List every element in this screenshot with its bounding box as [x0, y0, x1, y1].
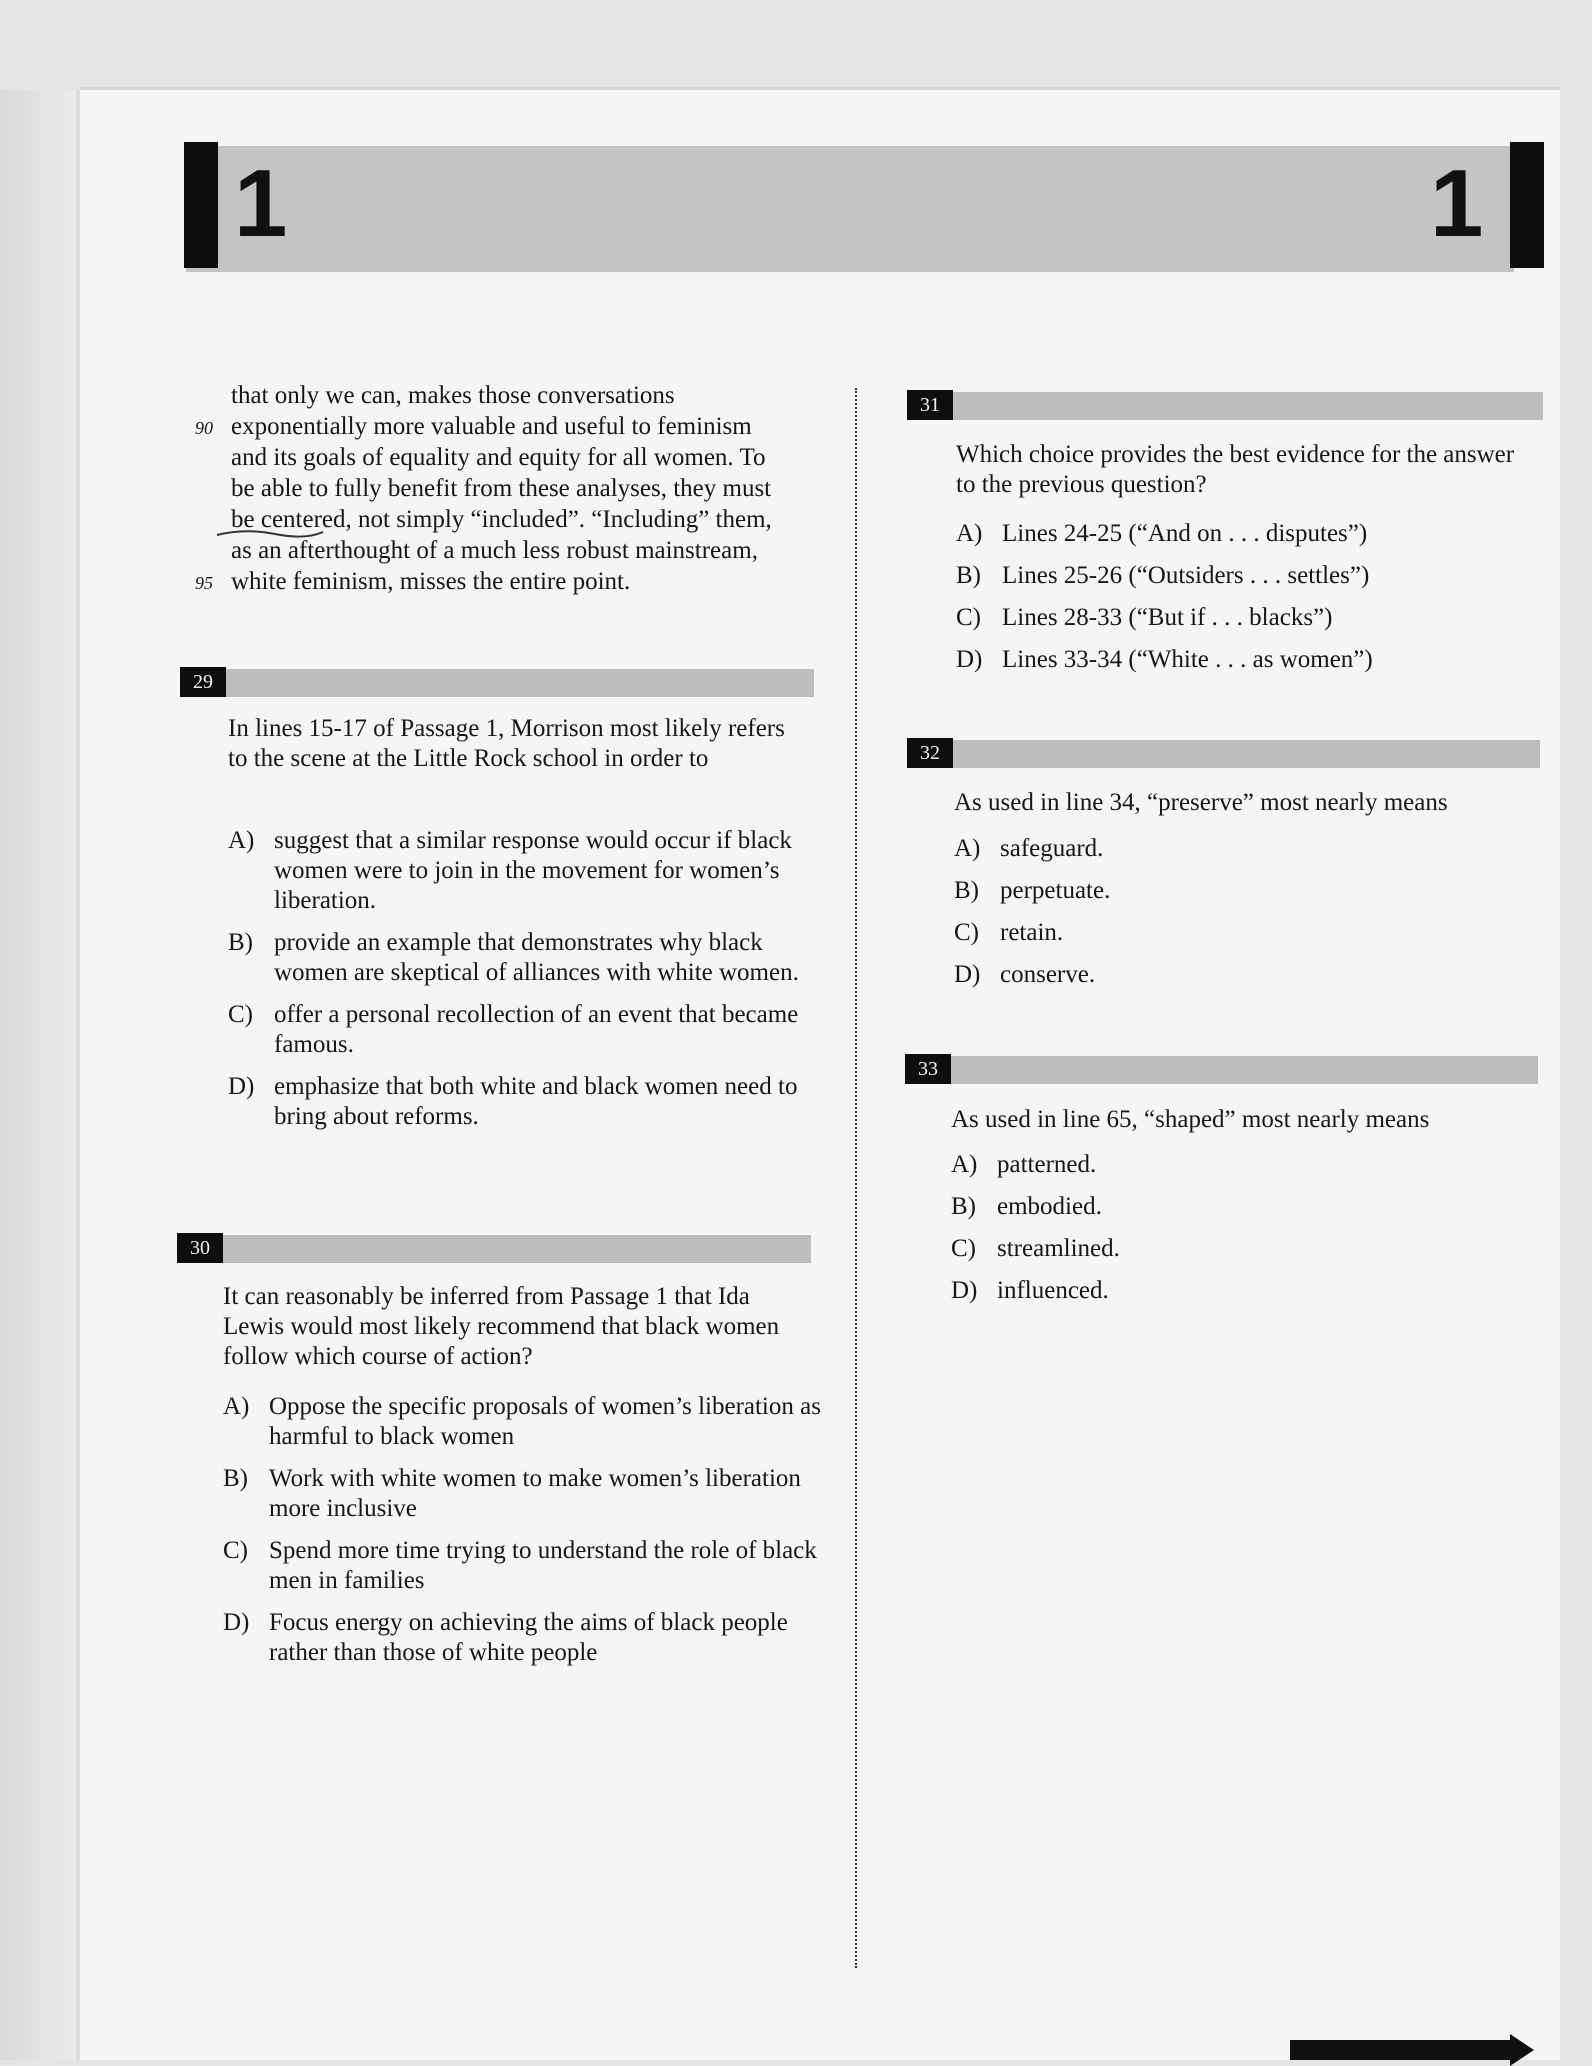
answer-option[interactable] — [228, 1072, 818, 1132]
question-31-options — [956, 519, 1516, 687]
option-text: Spend more time trying to understand the role of black men in families — [269, 1537, 817, 1594]
option-text: patterned. — [997, 1151, 1097, 1178]
question-29-options — [228, 826, 818, 1144]
continue-arrow-icon — [1290, 2040, 1510, 2060]
answer-option[interactable] — [954, 834, 1514, 864]
option-text: perpetuate. — [1000, 877, 1111, 904]
question-number: 32 — [907, 738, 953, 768]
option-letter: A) — [956, 520, 983, 547]
answer-option[interactable] — [956, 603, 1516, 633]
question-header-bar — [951, 1056, 1538, 1084]
answer-option[interactable] — [956, 519, 1516, 549]
passage-line: that only we can, makes those conversations — [231, 382, 675, 409]
option-text: Focus energy on achieving the aims of black people rather than those of white people — [269, 1609, 788, 1666]
option-letter: C) — [223, 1537, 248, 1564]
option-letter: A) — [223, 1393, 250, 1420]
question-header-bar — [953, 740, 1540, 768]
option-text: conserve. — [1000, 961, 1096, 988]
page-edge — [0, 90, 80, 2060]
option-letter: B) — [951, 1193, 976, 1220]
option-letter: B) — [954, 877, 979, 904]
option-letter: D) — [956, 646, 983, 673]
answer-option[interactable] — [954, 876, 1514, 906]
option-letter: C) — [954, 919, 979, 946]
answer-option[interactable] — [228, 826, 818, 916]
question-header-bar — [953, 392, 1543, 420]
passage-line: and its goals of equality and equity for all women. To — [231, 444, 766, 471]
question-32-header — [907, 738, 1540, 768]
question-33-options — [951, 1150, 1511, 1318]
option-letter: A) — [951, 1151, 978, 1178]
question-29-stem: In lines 15-17 of Passage 1, Morrison most likely refers to the scene at the Little Rock school in order to — [228, 715, 785, 772]
section-header-band — [186, 146, 1514, 272]
option-text: offer a personal recollection of an event that became famous. — [274, 1001, 799, 1058]
answer-option[interactable] — [956, 645, 1516, 675]
answer-option[interactable] — [228, 1000, 818, 1060]
passage-text — [195, 380, 815, 597]
section-marker-left — [184, 142, 218, 268]
question-31-stem: Which choice provides the best evidence for the answer to the previous question? — [956, 441, 1515, 498]
passage-line: 95 white feminism, misses the entire point. — [195, 568, 631, 595]
option-text: suggest that a similar response would occur if black women were to join in the movement for women’s liberation. — [274, 827, 792, 914]
option-text: Lines 33-34 (“White . . . as women”) — [1002, 646, 1373, 673]
passage-line: 90 exponentially more valuable and useful to feminism — [195, 413, 752, 440]
section-number-left: 1 — [234, 150, 288, 257]
option-text: Lines 24-25 (“And on . . . disputes”) — [1002, 520, 1368, 547]
option-letter: D) — [951, 1277, 978, 1304]
question-number: 33 — [905, 1054, 951, 1084]
answer-option[interactable] — [223, 1392, 823, 1452]
option-letter: D) — [228, 1073, 255, 1100]
question-32-options — [954, 834, 1514, 1002]
answer-option[interactable] — [223, 1536, 823, 1596]
option-text: emphasize that both white and black women need to bring about reforms. — [274, 1073, 798, 1130]
question-29-header — [180, 667, 814, 697]
question-30-stem: It can reasonably be inferred from Passage 1 that Ida Lewis would most likely recommend that black women follow which course of action? — [223, 1283, 780, 1370]
answer-option[interactable] — [951, 1192, 1511, 1222]
option-text: provide an example that demonstrates why black women are skeptical of alliances with white women. — [274, 929, 799, 986]
question-32-stem: As used in line 34, “preserve” most nearly means — [954, 789, 1448, 816]
option-letter: A) — [954, 835, 981, 862]
passage-line: be centered, not simply “included”. “Including” them, — [195, 504, 815, 535]
column-divider — [855, 388, 857, 1968]
option-text: retain. — [1000, 919, 1064, 946]
option-letter: A) — [228, 827, 255, 854]
passage-line: as an afterthought of a much less robust mainstream, — [231, 537, 758, 564]
question-header-bar — [223, 1235, 811, 1263]
option-text: Lines 25-26 (“Outsiders . . . settles”) — [1002, 562, 1370, 589]
option-text: embodied. — [997, 1193, 1102, 1220]
question-33-header — [905, 1054, 1538, 1084]
option-letter: B) — [956, 562, 981, 589]
option-letter: C) — [956, 604, 981, 631]
option-text: influenced. — [997, 1277, 1109, 1304]
answer-option[interactable] — [956, 561, 1516, 591]
answer-option[interactable] — [954, 960, 1514, 990]
question-number: 29 — [180, 667, 226, 697]
answer-option[interactable] — [228, 928, 818, 988]
question-31-header — [907, 390, 1543, 420]
passage-line: be able to fully benefit from these analyses, they must — [231, 475, 772, 502]
option-letter: D) — [954, 961, 981, 988]
option-text: streamlined. — [997, 1235, 1120, 1262]
question-30-header — [177, 1233, 811, 1263]
question-number: 30 — [177, 1233, 223, 1263]
answer-option[interactable] — [951, 1234, 1511, 1264]
question-number: 31 — [907, 390, 953, 420]
question-header-bar — [226, 669, 814, 697]
section-number-right: 1 — [1430, 150, 1484, 257]
answer-option[interactable] — [223, 1608, 823, 1668]
question-30-options — [223, 1392, 823, 1680]
option-text: Lines 28-33 (“But if . . . blacks”) — [1002, 604, 1333, 631]
answer-option[interactable] — [951, 1150, 1511, 1180]
answer-option[interactable] — [951, 1276, 1511, 1306]
option-letter: C) — [228, 1001, 253, 1028]
option-text: Oppose the specific proposals of women’s liberation as harmful to black women — [269, 1393, 821, 1450]
option-text: Work with white women to make women’s liberation more inclusive — [269, 1465, 801, 1522]
answer-option[interactable] — [954, 918, 1514, 948]
section-marker-right — [1510, 142, 1544, 268]
option-letter: C) — [951, 1235, 976, 1262]
question-33-stem: As used in line 65, “shaped” most nearly means — [951, 1106, 1430, 1133]
option-text: safeguard. — [1000, 835, 1104, 862]
answer-option[interactable] — [223, 1464, 823, 1524]
option-letter: D) — [223, 1609, 250, 1636]
option-letter: B) — [228, 929, 253, 956]
option-letter: B) — [223, 1465, 248, 1492]
